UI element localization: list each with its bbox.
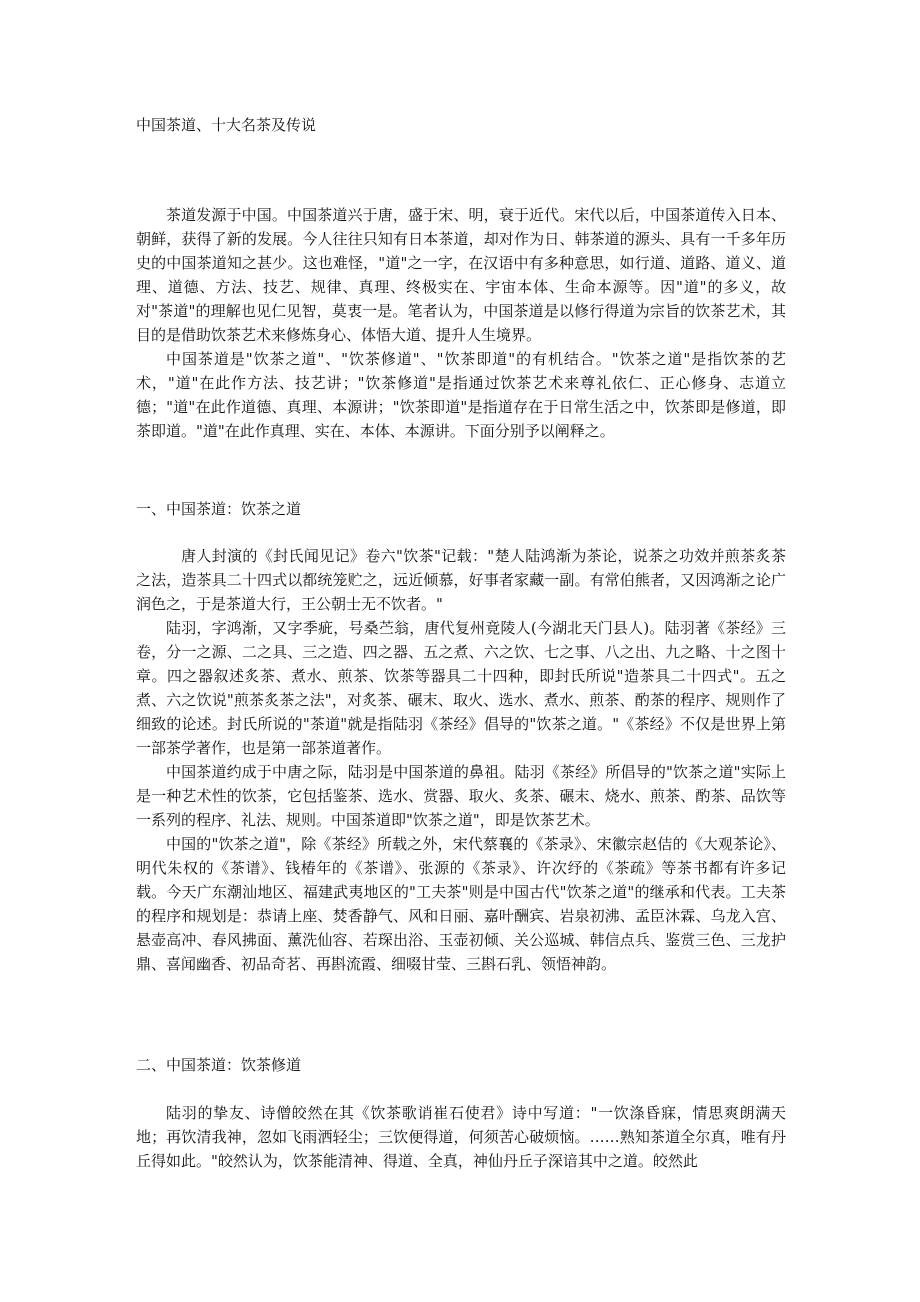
paragraph: 唐人封演的《封氏闻见记》卷六"饮茶"记载："楚人陆鸿渐为茶论，说茶之功效并煎茶炙茶之法，造茶具二十四式以都统笼贮之，远近倾慕，好事者家藏一副。有常伯熊者，又因鸿渐之论广润色之，于是茶道大行，王公朝士无不饮者。": [136, 547, 786, 613]
paragraph: 陆羽，字鸿渐，又字季疵，号桑苎翁，唐代复州竟陵人(今湖北天门县人)。陆羽著《茶经》三卷，分一之源、二之具、三之造、四之器、五之煮、六之饮、七之事、八之出、九之略、十之图十章。四之器叙述炙茶、煮水、煎茶、饮茶等器具二十四种，即封氏所说"造茶具二十四式"。五之煮、六之饮说"煎茶炙茶之法"，对炙茶、碾末、取火、选水、煮水、煎茶、酌茶的程序、规则作了细致的论述。封氏所说的"茶道"就是指陆羽《茶经》倡导的"饮茶之道。"《茶经》不仅是世界上第一部茶学著作，也是第一部茶道著作。: [136, 619, 786, 757]
paragraph: 茶道发源于中国。中国茶道兴于唐，盛于宋、明，衰于近代。宋代以后，中国茶道传入日本、朝鲜，获得了新的发展。今人往往只知有日本茶道，却对作为日、韩茶道的源头、具有一千多年历史的中国茶道知之甚少。这也难怪，"道"之一字，在汉语中有多种意思，如行道、道路、道义、道理、道德、方法、技艺、规律、真理、终极实在、宇宙本体、生命本源等。因"道"的多义，故对"茶道"的理解也见仁见智，莫衷一是。笔者认为，中国茶道是以修行得道为宗旨的饮茶艺术，其目的是借助饮茶艺术来修炼身心、体悟大道、提升人生境界。: [136, 206, 786, 344]
section-heading: 一、中国茶道：饮茶之道: [136, 500, 302, 518]
section-heading: 二、中国茶道：饮茶修道: [136, 1056, 302, 1074]
section-2-body: [136, 1101, 786, 1173]
paragraph: 中国茶道约成于中唐之际，陆羽是中国茶道的鼻祖。陆羽《茶经》所倡导的"饮茶之道"实际上是一种艺术性的饮茶，它包括鉴茶、选水、赏器、取火、炙茶、碾末、烧水、煎茶、酌茶、品饮等一系列的程序、礼法、规则。中国茶道即"饮茶之道"，即是饮茶艺术。: [136, 763, 786, 829]
paragraph: 陆羽的挚友、诗僧皎然在其《饮茶歌诮崔石使君》诗中写道："一饮涤昏寐，情思爽朗满天地；再饮清我神，忽如飞雨洒轻尘；三饮便得道，何须苦心破烦恼。……熟知茶道全尔真，唯有丹丘得如此。"皎然认为，饮茶能清神、得道、全真，神仙丹丘子深谙其中之道。皎然此: [136, 1104, 786, 1170]
document-title: 中国茶道、十大名茶及传说: [136, 116, 317, 134]
section-1-body: [136, 544, 786, 976]
paragraph: 中国的"饮茶之道"，除《茶经》所载之外，宋代蔡襄的《茶录》、宋徽宗赵佶的《大观茶论》、明代朱权的《茶谱》、钱椿年的《茶谱》、张源的《茶录》、许次纾的《茶疏》等茶书都有许多记载。今天广东潮汕地区、福建武夷地区的"工夫茶"则是中国古代"饮茶之道"的继承和代表。工夫茶的程序和规划是：恭请上座、焚香静气、风和日丽、嘉叶酬宾、岩泉初沸、孟臣沐霖、乌龙入宫、悬壶高冲、春风拂面、薰洗仙容、若琛出浴、玉壶初倾、关公巡城、韩信点兵、鉴赏三色、三龙护鼎、喜闻幽香、初品奇茗、再斟流霞、细啜甘莹、三斟石乳、领悟神韵。: [136, 835, 786, 973]
intro-section: [136, 203, 786, 443]
paragraph: 中国茶道是"饮茶之道"、"饮茶修道"、"饮茶即道"的有机结合。"饮茶之道"是指饮茶的艺术，"道"在此作方法、技艺讲；"饮茶修道"是指通过饮茶艺术来尊礼依仁、正心修身、志道立德；"道"在此作道德、真理、本源讲；"饮茶即道"是指道存在于日常生活之中，饮茶即是修道，即茶即道。"道"在此作真理、实在、本体、本源讲。下面分别予以阐释之。: [136, 350, 786, 440]
